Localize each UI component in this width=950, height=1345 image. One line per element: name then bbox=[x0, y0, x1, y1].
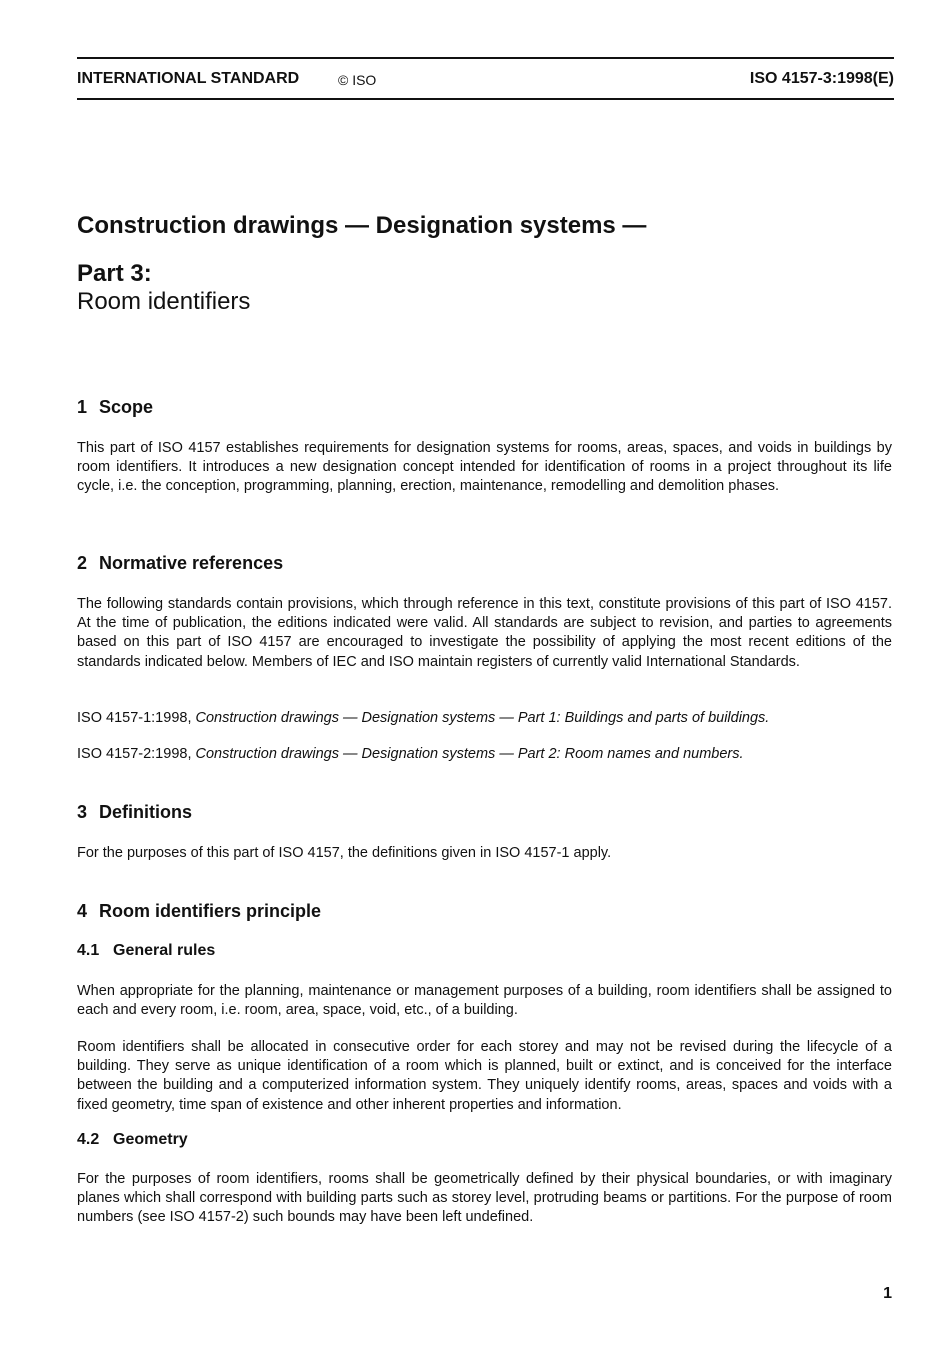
header-document-number: ISO 4157-3:1998(E) bbox=[749, 70, 894, 87]
subsection-title: Geometry bbox=[113, 1131, 188, 1148]
reference-code: ISO 4157-2:1998, bbox=[77, 746, 196, 762]
document-title: Construction drawings — Designation systems — bbox=[77, 212, 647, 239]
section-heading-normative-references bbox=[77, 553, 283, 574]
header-standard-label: INTERNATIONAL STANDARD bbox=[77, 70, 300, 87]
reference-title: Construction drawings — Designation systems — Part 1: Buildings and parts of buildings. bbox=[195, 710, 770, 726]
section-heading-room-identifiers-principle bbox=[77, 901, 321, 922]
subsection-title: General rules bbox=[113, 942, 216, 959]
section-heading-scope bbox=[77, 397, 153, 418]
section-title: Normative references bbox=[99, 553, 284, 573]
header-bottom-rule bbox=[77, 98, 894, 100]
header-copyright: © ISO bbox=[338, 72, 377, 88]
section-heading-definitions bbox=[77, 802, 192, 823]
reference-item bbox=[77, 709, 892, 728]
reference-code: ISO 4157-1:1998, bbox=[77, 710, 196, 726]
subsection-heading-general-rules bbox=[77, 942, 215, 960]
section-number: 4 bbox=[77, 901, 88, 921]
scope-paragraph: This part of ISO 4157 establishes requirements for designation systems for rooms, areas, spaces, and voids in buildings by room identifiers. It introduces a new designation concept intended for identification of rooms in a project throughout its life cycle, i.e. the conception, programming, planning, erection, maintenance, remodelling and demolition phases. bbox=[77, 440, 892, 495]
subsection-heading-geometry bbox=[77, 1131, 188, 1149]
subsection-number: 4.2 bbox=[77, 1131, 100, 1148]
section-title: Scope bbox=[99, 397, 154, 417]
general-rules-paragraph-2: Room identifiers shall be allocated in consecutive order for each storey and may not be revised during the lifecycle of a building. They serve as unique identification of a room which is planned, built or extinct, and is conceived for the interface between the building and a computerized information system. They uniquely identify rooms, areas, spaces and voids with a fixed geometry, time span of existence and other inherent properties and information. bbox=[77, 1039, 892, 1113]
geometry-paragraph: For the purposes of room identifiers, rooms shall be geometrically defined by their physical boundaries, or with imaginary planes which shall correspond with building parts such as storey level, protruding beams or partitions. For the purpose of room numbers (see ISO 4157-2) such bounds may have been left undefined. bbox=[77, 1171, 892, 1226]
header-top-rule bbox=[77, 57, 894, 59]
section-title: Room identifiers principle bbox=[99, 901, 322, 921]
reference-title: Construction drawings — Designation systems — Part 2: Room names and numbers. bbox=[195, 746, 744, 762]
section-number: 1 bbox=[77, 397, 88, 417]
subsection-number: 4.1 bbox=[77, 942, 100, 959]
section-number: 2 bbox=[77, 553, 88, 573]
running-header bbox=[77, 70, 894, 90]
normative-references-paragraph: The following standards contain provisions, which through reference in this text, constitute provisions of this part of ISO 4157. At the time of publication, the editions indicated were valid. All standards are subject to revision, and parties to agreements based on this part of ISO 4157 are encouraged to investigate the possibility of applying the most recent editions of the standards indicated below. Members of IEC and ISO maintain registers of currently valid International Standards. bbox=[77, 596, 892, 670]
section-number: 3 bbox=[77, 802, 88, 822]
part-name: Room identifiers bbox=[77, 288, 251, 315]
reference-item bbox=[77, 745, 892, 764]
page-number: 1 bbox=[883, 1285, 892, 1302]
section-title: Definitions bbox=[99, 802, 192, 822]
part-label: Part 3: bbox=[77, 260, 152, 287]
definitions-paragraph: For the purposes of this part of ISO 4157, the definitions given in ISO 4157-1 apply. bbox=[77, 845, 612, 861]
general-rules-paragraph-1: When appropriate for the planning, maintenance or management purposes of a building, room identifiers shall be assigned to each and every room, i.e. room, area, space, void, etc., of a building. bbox=[77, 983, 892, 1019]
